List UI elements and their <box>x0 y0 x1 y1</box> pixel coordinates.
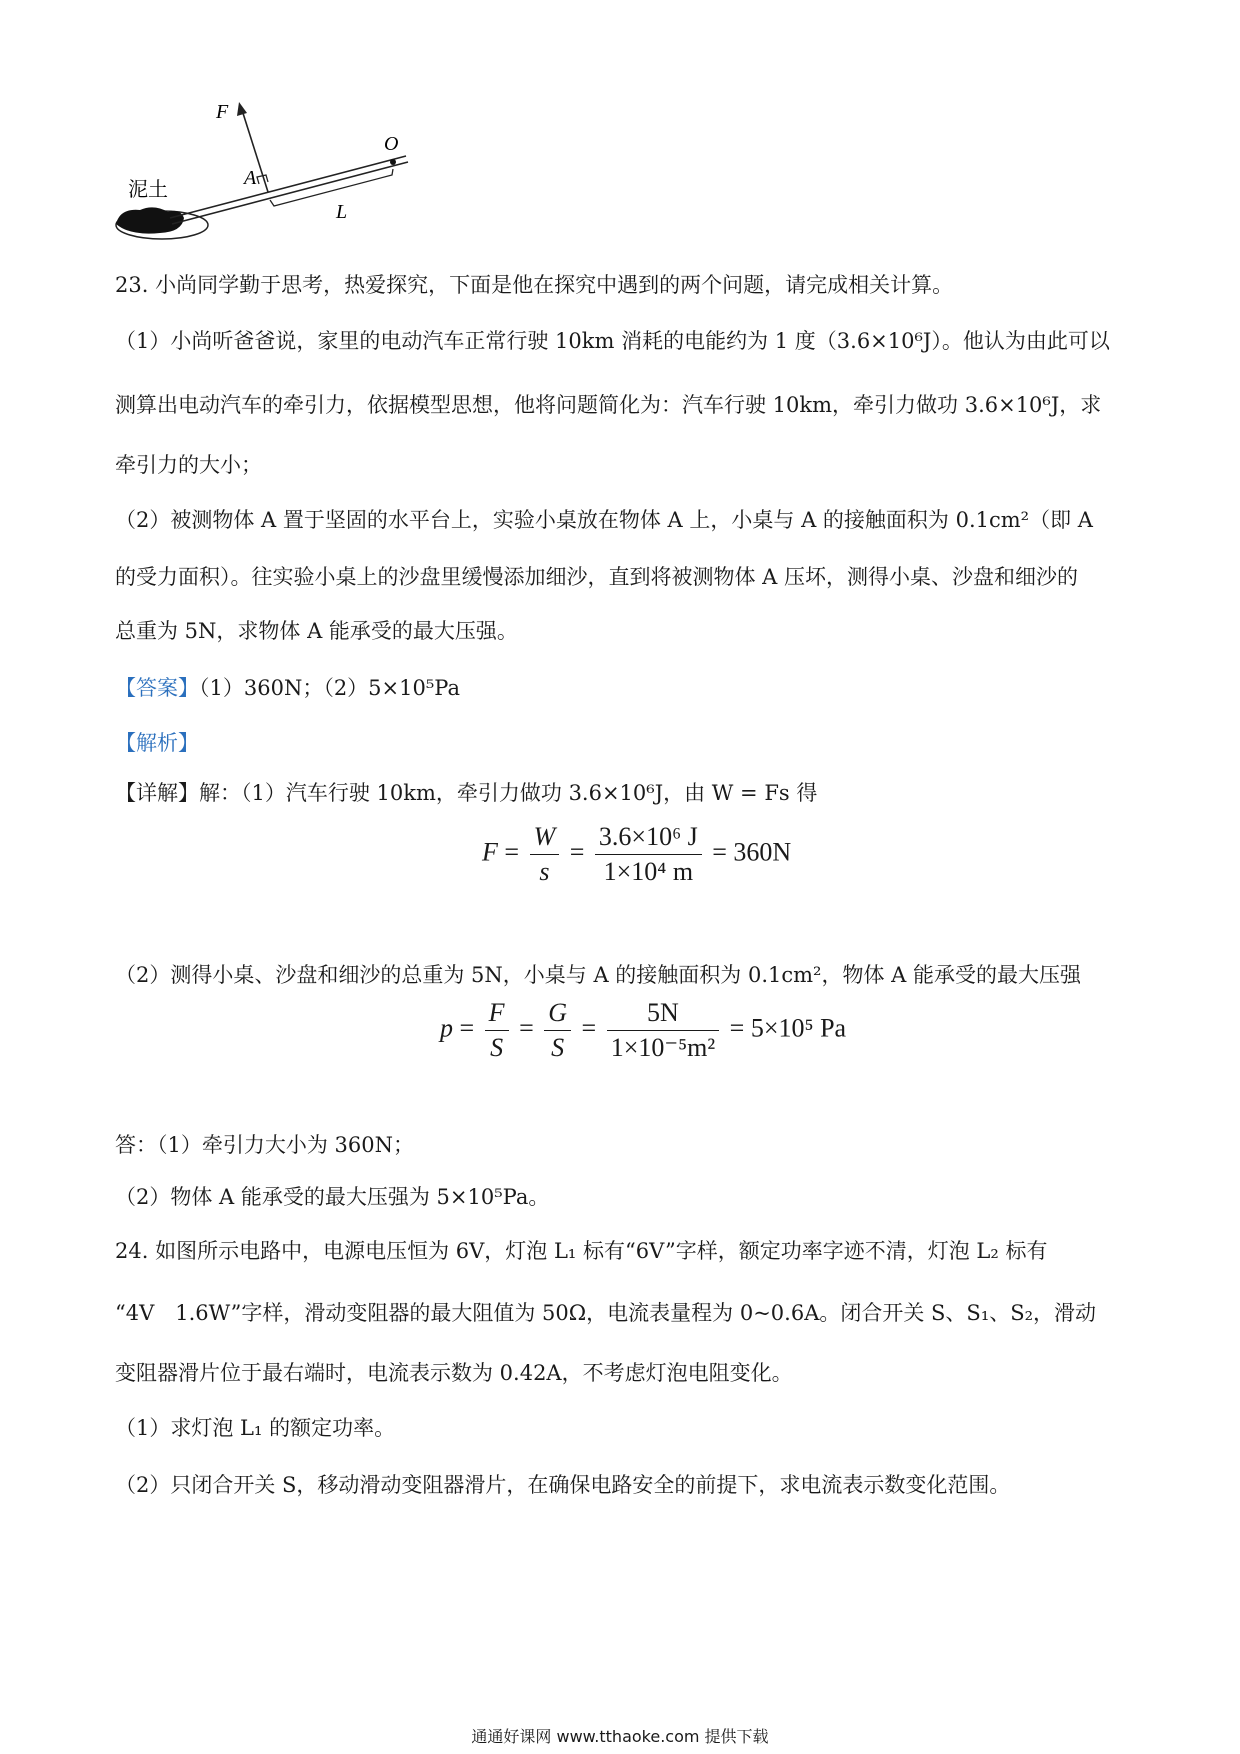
pivot-O <box>390 159 396 165</box>
answer-line <box>115 673 1135 703</box>
eq1-result: = 360N <box>712 837 792 867</box>
eq2-result: = 5×10⁵ Pa <box>729 1013 847 1043</box>
eq2-lhs: p <box>440 1013 453 1043</box>
detail-line: 【详解】解：（1）汽车行驶 10km，牵引力做功 3.6×10⁶J，由 W = Fs 得 <box>115 781 818 805</box>
eq2-frac3: $\frac{5N}{\text{1×10⁻⁵m²}}$ <box>607 998 719 1063</box>
lever-figure <box>110 100 420 250</box>
q23-p2-line3: 总重为 5N，求物体 A 能承受的最大压强。 <box>115 619 518 643</box>
analysis-tag: 【解析】 <box>115 731 199 755</box>
answer-text: （1）360N；（2）5×10⁵Pa <box>199 676 460 700</box>
q24-line1: 24. 如图所示电路中，电源电压恒为 6V，灯泡 L₁ 标有“6V”字样，额定功率字迹不清，灯泡 L₂ 标有 <box>115 1239 1048 1263</box>
soil-blob <box>116 207 184 233</box>
label-soil: 泥土 <box>128 177 168 201</box>
q23-p1-line1: （1）小尚听爸爸说，家里的电动汽车正常行驶 10km 消耗的电能约为 1 度（3.6×10⁶J）。他认为由此可以 <box>115 329 1110 353</box>
q23-p2-detail: （2）测得小桌、沙盘和细沙的总重为 5N，小桌与 A 的接触面积为 0.1cm²，物体 A 能承受的最大压强 <box>115 963 1081 987</box>
eq2-frac2: $\frac{G}{S}$ <box>544 998 571 1063</box>
q23-p1-line3: 牵引力的大小； <box>115 453 262 477</box>
q24-sub2: （2）只闭合开关 S，移动滑动变阻器滑片，在确保电路安全的前提下，求电流表示数变化范围。 <box>115 1473 1011 1497</box>
label-A: A <box>244 167 257 189</box>
q24-sub1: （1）求灯泡 L₁ 的额定功率。 <box>115 1416 396 1440</box>
equation-2: p = $\frac{F}{S}$ = $\frac{G}{S}$ = $\frac{5N}{\text{1×10⁻⁵m²}}$ = 5×10⁵ Pa <box>440 998 847 1062</box>
q23-p2-line2: 的受力面积）。往实验小桌上的沙盘里缓慢添加细沙，直到将被测物体 A 压坏，测得小桌、沙盘和细沙的 <box>115 565 1079 589</box>
q23-p2-line1: （2）被测物体 A 置于坚固的水平台上，实验小桌放在物体 A 上，小桌与 A 的接触面积为 0.1cm²（即 A <box>115 508 1093 532</box>
footer: 通通好课网 www.tthaoke.com 提供下载 <box>471 1727 769 1746</box>
q24-line3: 变阻器滑片位于最右端时，电流表示数为 0.42A，不考虑灯泡电阻变化。 <box>115 1361 793 1385</box>
force-arrowhead <box>237 102 247 116</box>
equation-1: F = $\frac{W}{s}$ = $\frac{\text{3.6×10⁶ J}}{\text{1×10⁴ m}}$ = 360N <box>482 822 792 886</box>
eq1-lhs: F <box>482 837 498 867</box>
q23-p1-line2: 测算出电动汽车的牵引力，依据模型思想，他将问题简化为：汽车行驶 10km，牵引力做功 3.6×10⁶J，求 <box>115 393 1102 417</box>
eq1-frac2: $\frac{\text{3.6×10⁶ J}}{\text{1×10⁴ m}}$ <box>595 822 702 887</box>
answer-tag: 【答案】 <box>115 676 199 700</box>
answer-summary-2: （2）物体 A 能承受的最大压强为 5×10⁵Pa。 <box>115 1185 550 1209</box>
q24-line2: “4V 1.6W”字样，滑动变阻器的最大阻值为 50Ω，电流表量程为 0~0.6A。闭合开关 S、S₁、S₂，滑动 <box>115 1301 1097 1325</box>
eq1-frac1: $\frac{W}{s}$ <box>530 822 560 887</box>
q23-stem: 23. 小尚同学勤于思考，热爱探究，下面是他在探究中遇到的两个问题，请完成相关计算。 <box>115 273 954 297</box>
answer-summary-1: 答：（1）牵引力大小为 360N； <box>115 1133 414 1157</box>
label-L: L <box>336 201 348 223</box>
label-F: F <box>216 101 229 123</box>
eq2-frac1: $\frac{F}{S}$ <box>485 998 509 1063</box>
label-O: O <box>384 133 399 155</box>
